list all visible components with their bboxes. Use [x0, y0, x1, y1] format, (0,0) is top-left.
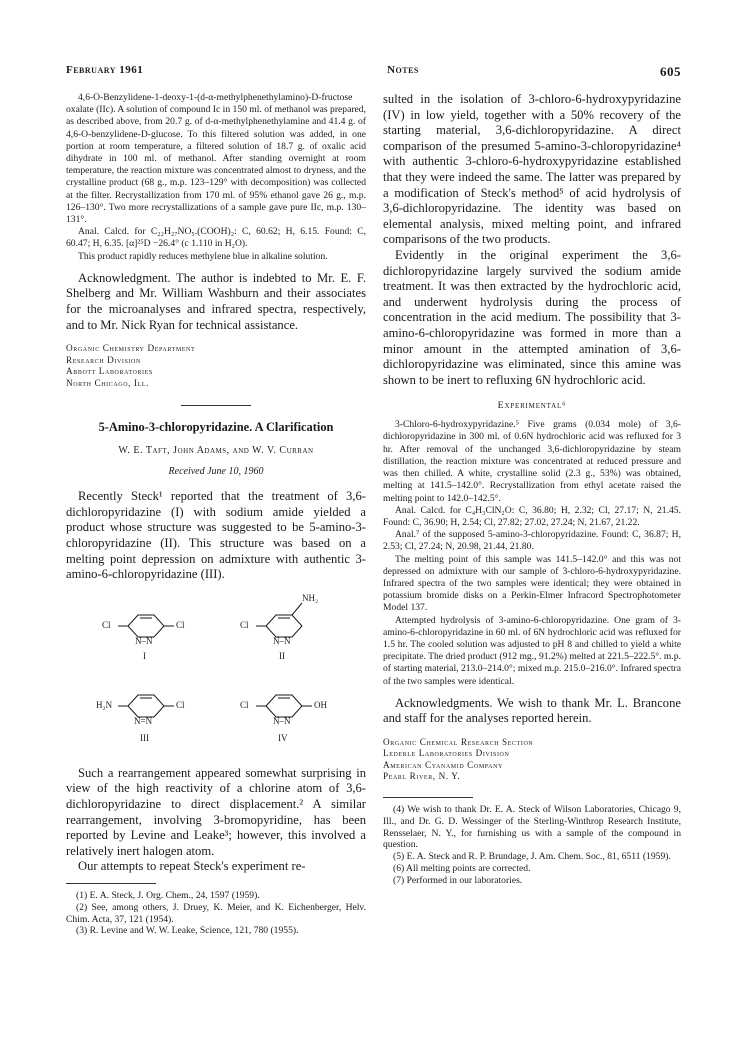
section-divider: [181, 405, 251, 406]
structure-ii-ring: [256, 603, 302, 637]
footnote: (2) See, among others, J. Druey, K. Meier, and K. Eichenberger, Helv. Chim. Acta, 37, 121 (1954).: [66, 901, 366, 925]
atom-n-n: N–N: [273, 635, 291, 646]
affiliation-line: Abbott Laboratories: [66, 366, 153, 377]
affiliation-line: Lederle Laboratories Division: [383, 748, 510, 759]
structure-diagram: [66, 591, 366, 766]
intro-paragraph: Recently Steck¹ reported that the treatment of 3,6-dichloropyridazine (I) with sodium amide yielded a product whose structure was suggested to be 5-amino-3-chloropyridazine (II). This structure was based on a melting point depression on admixture with authentic 3-amino-6-chloropyridazine (III).: [66, 489, 366, 582]
footnote: (4) We wish to thank Dr. E. A. Steck of Wilson Laboratories, Chicago 9, Ill., and Dr. G. D. Wessinger of the Sterling-Winthrop Research Institute, Rensselaer, N. Y., for furnishing us with a sample of the compound in question.: [383, 803, 681, 851]
experimental-preparation: 3-Chloro-6-hydroxypyridazine.⁵ Five grams (0.034 mole) of 3,6-dichloropyridazine in 300 ml. of 0.6N hydrochloric acid was refluxed for 3 hr. After removal of the unchanged 3,6-dichloropyridazine by steam distillation, the reaction mixture was concentrated at reduced pressure and was then chilled. A white, crystalline solid (2.3 g., 53%) was obtained, melting at 141.5–142.0°. Recrystallization from ethyl acetate raised the melting point to 142.0–142.5°.: [383, 419, 681, 504]
experimental-analysis: Anal. Calcd. for C₄H₃ClN₂O: C, 36.80; H, 2.32; Cl, 27.17; N, 21.45. Found: C, 36.90; H, 2.54; Cl, 27.82; 27.02, 27.24; N, 21.67, 21.22.: [383, 504, 681, 528]
affiliation-block: [66, 343, 366, 389]
atom-n-n: N–N: [273, 715, 291, 726]
page-number: 605: [660, 64, 681, 79]
experimental-hydrolysis: Attempted hydrolysis of 3-amino-6-chloropyridazine. One gram of 3-amino-6-chloropyridazine in 60 ml. of 6N hydrochloric acid was refluxed for 1.5 hr. The cooled solution was adjusted to pH 8 and chilled to yield a white precipitate. The dried product (912 mg., 91.2%) melted at 221.5–222.5°. m.p. of starting material, 213.0–214.0°; mixed m.p. 215.0–216.0°. Infrared spectra of the two samples were identical.: [383, 614, 681, 687]
acknowledgment-paragraph: Acknowledgment. The author is indebted to Mr. E. F. Shelberg and Mr. William Washburn and their associates for the microanalyses and infrared spectra, respectively, and to Mr. Nick Ryan for technical assistance.: [66, 270, 366, 332]
experimental-analysis-supposed: Anal.⁷ of the supposed 5-amino-3-chloropyridazine. Found: C, 36.87; H, 2.53; Cl, 27.24; N, 20.98, 21.44, 21.80.: [383, 529, 681, 553]
structure-iv-ring: [256, 695, 312, 717]
prior-article-procedure: 4,6-O-Benzylidene-1-deoxy-1-(d-α-methylphenethylamino)-D-fructose oxalate (IIc). A solution of compound Ic in 150 ml. of methanol was prepared, as described above, from 20.7 g. of d-α-methylphenethylamine and 41.4 g. of 4,6-O-benzylidene-D-glucose. To this filtered solution was added, in one portion at room temperature, a filtered solution of 18.7 g. of oxalic acid dihydrate in 100 ml. of methanol. After standing overnight at room temperature, the reaction mixture was concentrated almost to dryness, and the crystalline product (68 g., m.p. 123–129° with decomposition) was collected at the filter. Recrystallization from 170 ml. of 95% ethanol gave 26 g., m.p. 126–130°. Two more recrystallizations of a sample gave pure IIc, m.p. 130–131°.: [66, 92, 366, 226]
continued-paragraph-start: Our attempts to repeat Steck's experiment re-: [78, 859, 306, 874]
atom-cl: Cl: [240, 619, 249, 630]
atom-cl: Cl: [102, 619, 111, 630]
footnote: (7) Performed in our laboratories.: [393, 874, 523, 886]
footnote: (5) E. A. Steck and R. P. Brundage, J. Am. Chem. Soc., 81, 6511 (1959).: [393, 851, 671, 863]
affiliation-line: Organic Chemical Research Section: [383, 736, 534, 747]
received-date: Received June 10, 1960: [168, 466, 264, 478]
atom-nh2: NH₂: [302, 592, 319, 603]
atom-cl: Cl: [240, 699, 249, 710]
atom-cl: Cl: [176, 619, 185, 630]
affiliation-block: [383, 737, 681, 783]
experimental-melting-point: The melting point of this sample was 141.5–142.0° and this was not depressed on admixture with our sample of 3-chloro-6-hydroxypyridazine. Infrared spectra of the two samples were identical; they were obtained in potassium bromide disks on a Perkin-Elmer Infracord Spectrophotometer Model 137.: [383, 553, 681, 614]
atom-oh: OH: [314, 699, 327, 710]
article-authors: W. E. Taft, John Adams, and W. V. Curran: [118, 445, 314, 457]
experimental-heading: Experimental⁶: [497, 400, 567, 412]
footnote-rule: [66, 883, 156, 884]
footnote: (1) E. A. Steck, J. Org. Chem., 24, 1597 (1959).: [76, 889, 260, 901]
footnote: (3) R. Levine and W. W. Leake, Science, 121, 780 (1955).: [76, 925, 299, 937]
prior-article-note: This product rapidly reduces methylene blue in alkaline solution.: [78, 250, 328, 262]
affiliation-line: Research Division: [66, 354, 141, 365]
atom-cl: Cl: [176, 699, 185, 710]
prior-article-analysis: Anal. Calcd. for C₂₂H₂₇NO₅.(COOH)₂: C, 60.62; H, 6.15. Found: C, 60.47; H, 6.35. [α]²⁵D −26.4° (c 1.110 in H₂O).: [66, 226, 366, 250]
discussion-paragraph: Such a rearrangement appeared somewhat surprising in view of the high reactivity of a chlorine atom of 3,6-dichloropyridazine to direct displacement.² A similar rearrangement, involving 3-bromopyridine, has been reported by Levine and Leake³; however, this involved a relatively inert halogen atom.: [66, 765, 366, 858]
affiliation-line: Pearl River, N. Y.: [383, 771, 461, 782]
running-header-date: February 1961: [66, 64, 144, 76]
chemical-structures: [66, 591, 366, 766]
acknowledgments-paragraph: Acknowledgments. We wish to thank Mr. L. Brancone and staff for the analyses reported herein.: [383, 695, 681, 726]
footnote: (6) All melting points are corrected.: [393, 862, 531, 874]
atom-h2n: H₂N: [96, 699, 113, 710]
right-column: [383, 92, 681, 887]
structure-label: I: [143, 650, 146, 661]
affiliation-line: Organic Chemistry Department: [66, 343, 196, 354]
structure-label: III: [140, 732, 149, 743]
article-title: 5-Amino-3-chloropyridazine. A Clarification: [98, 420, 334, 435]
affiliation-line: North Chicago, Ill.: [66, 377, 150, 388]
running-header-section: Notes: [387, 64, 419, 76]
structure-label: II: [279, 650, 285, 661]
structure-label: IV: [278, 732, 288, 743]
atom-n-n: N–N: [135, 635, 153, 646]
atom-n-eq-n: N=N: [134, 715, 153, 726]
conclusion-paragraph: Evidently in the original experiment the 3,6-dichloropyridazine largely survived the sodium amide treatment. It was then extracted by the hydrochloric acid, and underwent hydrolysis during the process of concentration in the acid medium. The possibility that 3-amino-6-chloropyridazine was formed in more than a minor amount in the attempted amination of 3,6-dichloropyridazine was eliminated, since this amine was shown to be inert to refluxing 6N hydrochloric acid.: [383, 247, 681, 387]
structure-i-ring: [118, 615, 174, 637]
affiliation-line: American Cyanamid Company: [383, 759, 503, 770]
footnote-rule: [383, 797, 473, 798]
structure-iii-ring: [118, 695, 174, 717]
left-column: [66, 92, 366, 937]
continued-paragraph: sulted in the isolation of 3-chloro-6-hydroxypyridazine (IV) in low yield, together with a 50% recovery of the starting material, 3,6-dichloropyridazine. A direct comparison of the presumed 5-amino-3-chloropyridazine⁴ with authentic 3-chloro-6-hydroxypyridazine established that they were indeed the same. The latter was prepared by a modification of Steck's method⁵ of acid hydrolysis of 3,6-dichloropyridazine. The identity was based on elemental analysis, mixed melting point, and infrared comparisons of the two products.: [383, 92, 681, 247]
